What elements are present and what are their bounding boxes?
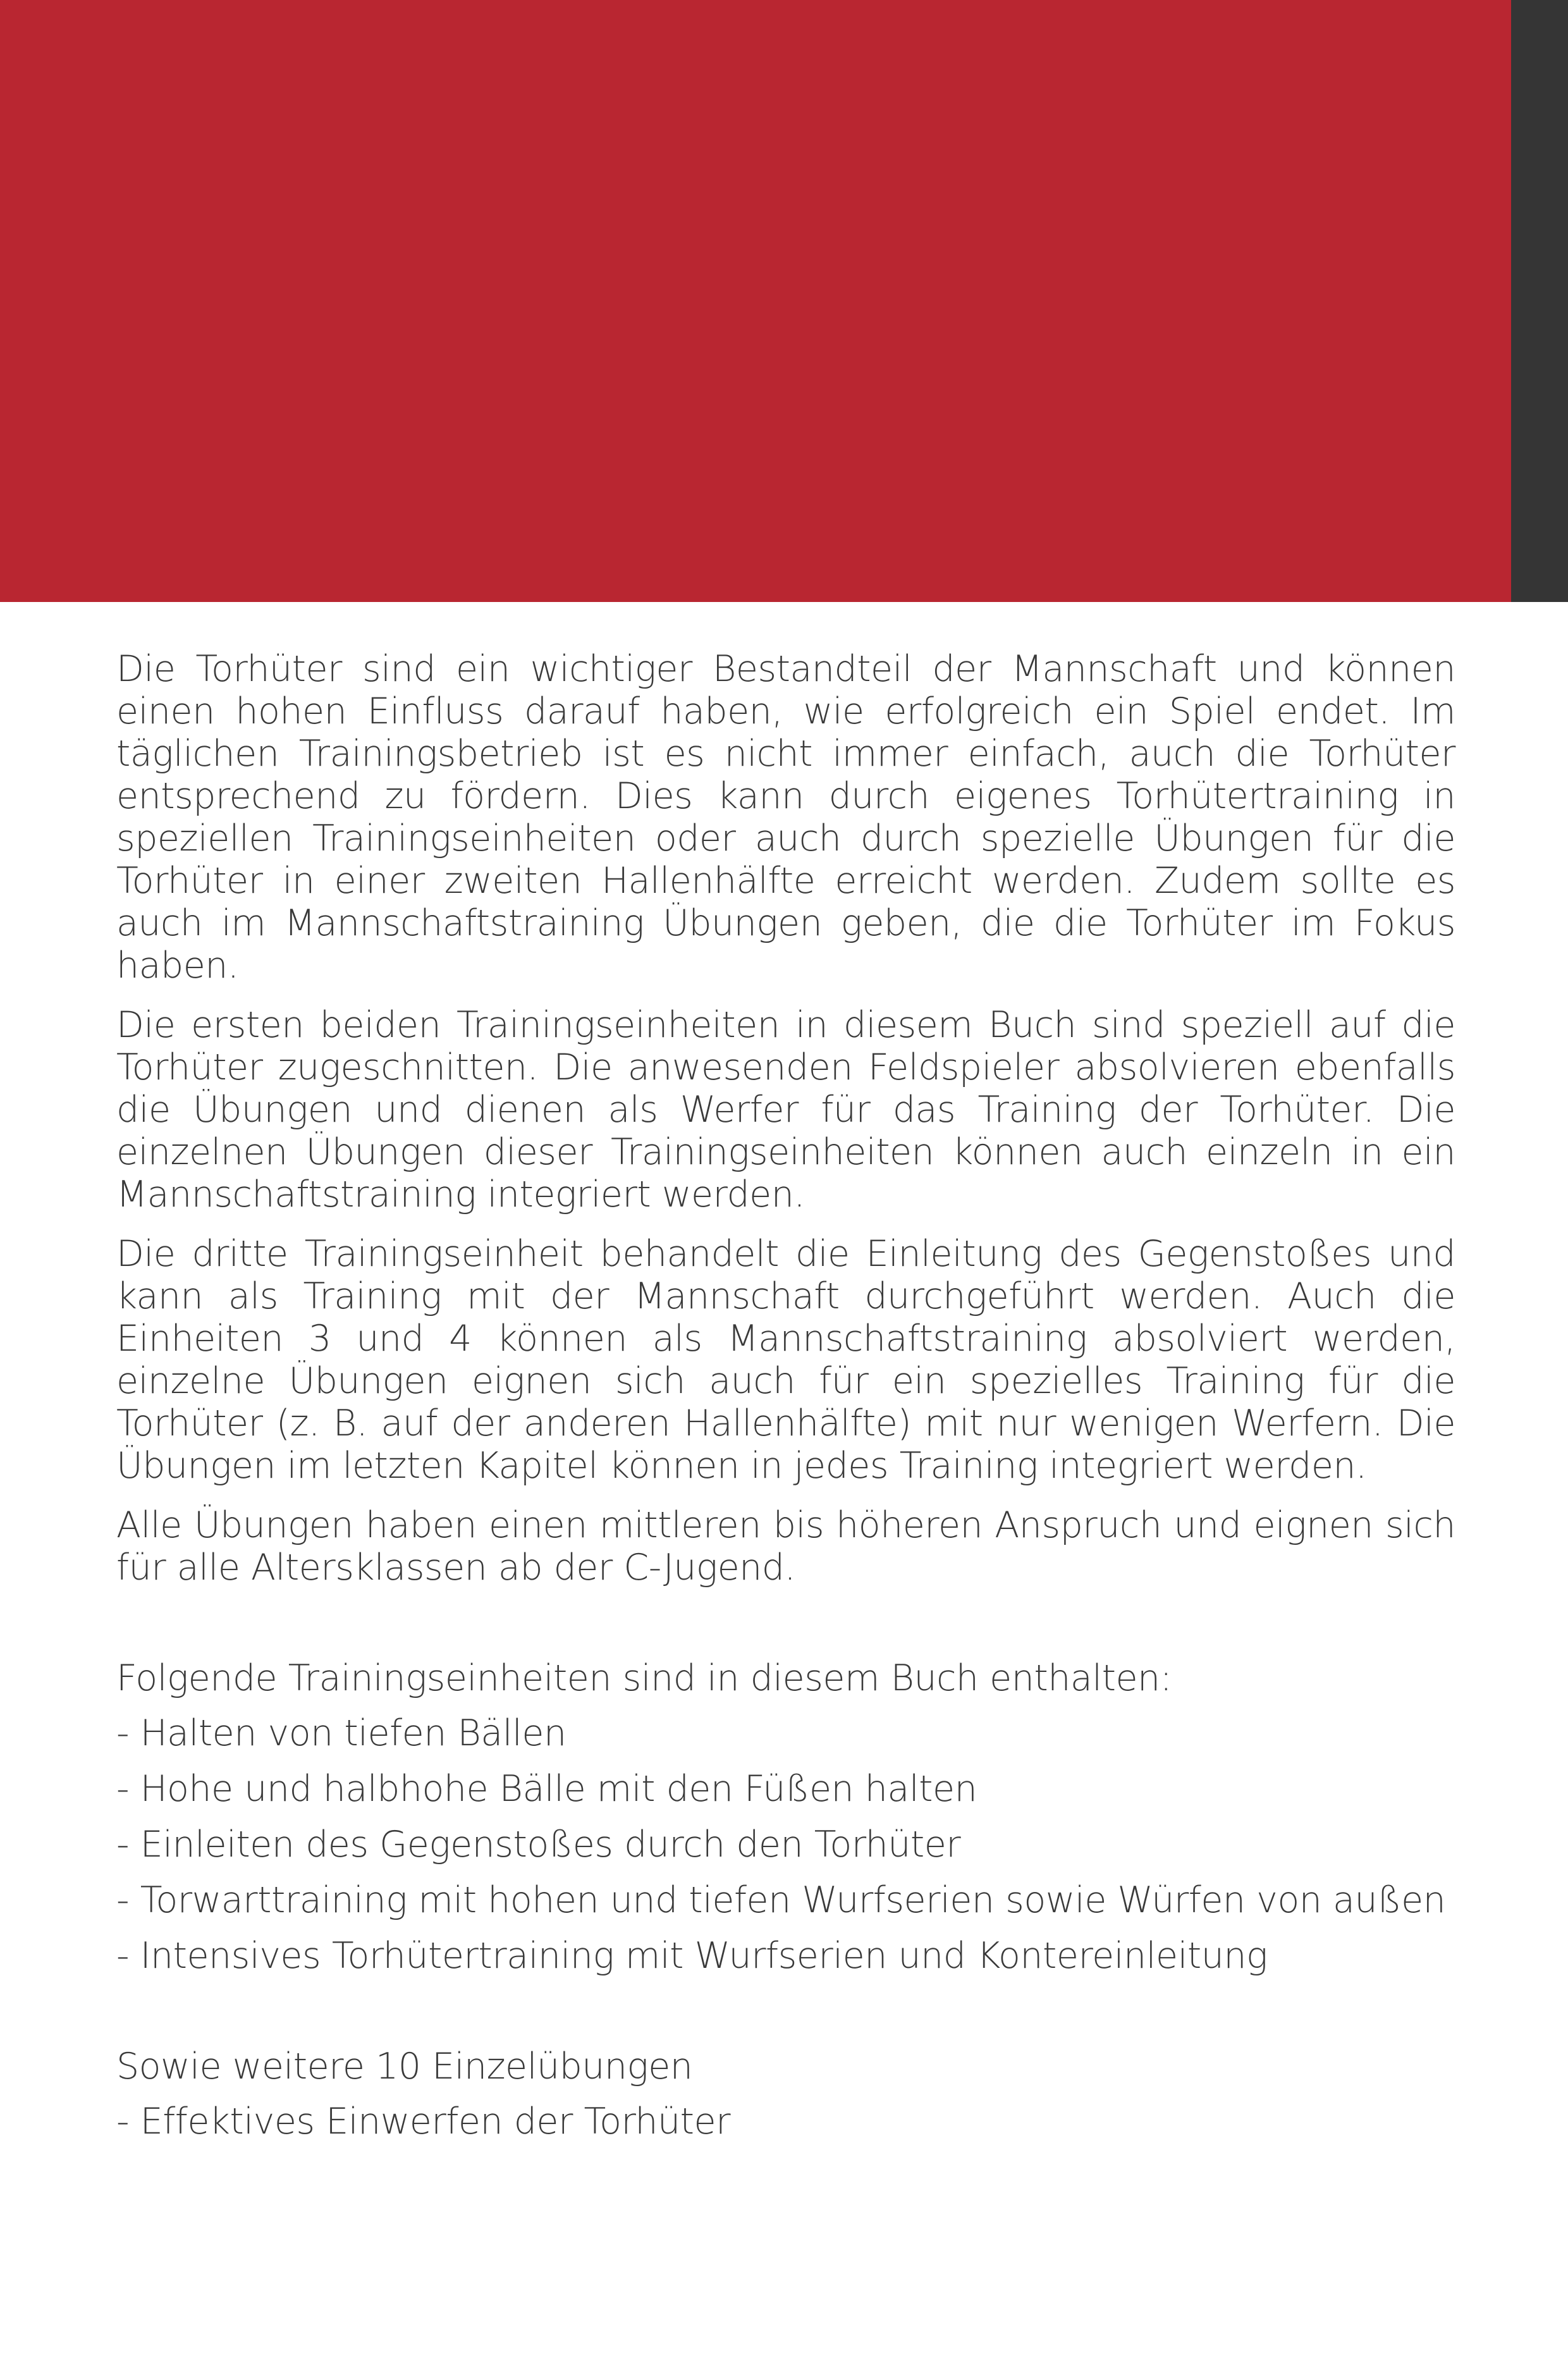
list-item: - Hohe und halbhohe Bälle mit den Füßen halten: [116, 1768, 1455, 1810]
extras-heading: Sowie weitere 10 Einzelübungen: [116, 2046, 693, 2087]
intro-paragraph-4: Alle Übungen haben einen mittleren bis höheren Anspruch und eignen sich für alle Altersklassen ab der C-Jugend.: [116, 1504, 1455, 1588]
cover-spine: [1511, 0, 1568, 602]
list-item: - Halten von tiefen Bällen: [116, 1712, 1455, 1755]
list-item: - Effektives Einwerfen der Torhüter: [116, 2101, 1455, 2143]
intro-paragraph-2: Die ersten beiden Trainingseinheiten in diesem Buch sind speziell auf die Torhüter zugeschnitten. Die anwesenden Feldspieler absolvieren ebenfalls die Übungen und dienen als Werfer für das Training der Torhüter. Die einzelnen Übungen dieser Trainingseinheiten können auch einzeln in ein Mannschaftstraining integriert werden.: [116, 1004, 1455, 1215]
intro-paragraph-3: Die dritte Trainingseinheit behandelt die Einleitung des Gegenstoßes und kann als Training mit der Mannschaft durchgeführt werden. Auch die Einheiten 3 und 4 können als Mannschaftstraining absolviert werden, einzelne Übungen eignen sich auch für ein spezielles Training für die Torhüter (z. B. auf der anderen Hallenhälfte) mit nur wenigen Werfern. Die Übungen im letzten Kapitel können in jedes Training integriert werden.: [116, 1233, 1455, 1487]
units-list: [116, 1712, 1455, 1977]
intro-paragraph-1: Die Torhüter sind ein wichtiger Bestandteil der Mannschaft und können einen hohen Einfluss darauf haben, wie erfolgreich ein Spiel endet. Im täglichen Trainingsbetrieb ist es nicht immer einfach, auch die Torhüter entsprechend zu fördern. Dies kann durch eigenes Torhütertraining in speziellen Trainingseinheiten oder auch durch spezielle Übungen für die Torhüter in einer zweiten Hallenhälfte erreicht werden. Zudem sollte es auch im Mannschaftstraining Übungen geben, die die Torhüter im Fokus haben.: [116, 648, 1455, 986]
extras-list: [116, 2101, 1455, 2143]
list-item: - Intensives Torhütertraining mit Wurfserien und Kontereinleitung: [116, 1935, 1455, 1977]
back-cover-text: [116, 648, 1455, 2156]
list-item: - Einleiten des Gegenstoßes durch den Torhüter: [116, 1824, 1455, 1866]
units-list-heading: Folgende Trainingseinheiten sind in diesem Buch enthalten:: [116, 1657, 1172, 1699]
list-item: - Torwarttraining mit hohen und tiefen Wurfserien sowie Würfen von außen: [116, 1879, 1455, 1922]
cover-red-band: [0, 0, 1511, 602]
